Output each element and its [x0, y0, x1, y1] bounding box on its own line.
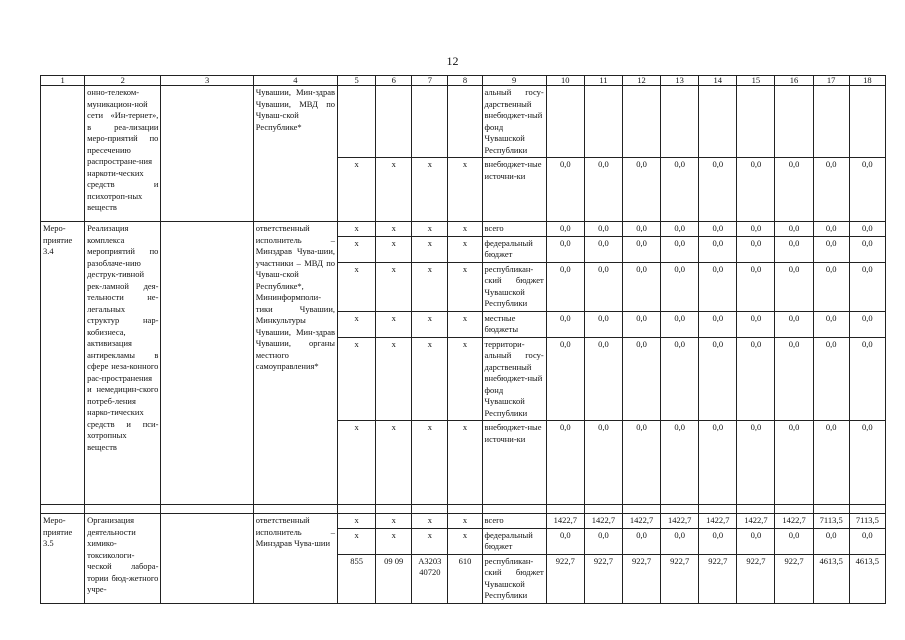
- value-cell: 1422,7: [775, 514, 813, 529]
- value-cell: 0,0: [546, 262, 584, 311]
- budget-code-cell: x: [376, 236, 412, 262]
- header-col-8: 8: [448, 76, 482, 86]
- budget-code-cell: 09 09: [376, 554, 412, 603]
- budget-code-cell: [412, 86, 448, 158]
- value-cell: 0,0: [775, 528, 813, 554]
- value-cell: 7113,5: [849, 514, 885, 529]
- budget-code-cell: x: [376, 311, 412, 337]
- budget-code-cell: x: [376, 421, 412, 505]
- budget-code-cell: x: [412, 311, 448, 337]
- value-cell: 0,0: [737, 262, 775, 311]
- header-col-17: 17: [813, 76, 849, 86]
- value-cell: 0,0: [622, 528, 660, 554]
- header-col-6: 6: [376, 76, 412, 86]
- budget-code-cell: x: [376, 514, 412, 529]
- value-cell: 0,0: [622, 311, 660, 337]
- budget-code-cell: x: [448, 236, 482, 262]
- funding-source: альный госу-дарственный внебюджет-ный фонд Чувашской Республики: [482, 86, 546, 158]
- budget-code-cell: x: [448, 528, 482, 554]
- budget-code-cell: x: [412, 421, 448, 505]
- value-cell: 0,0: [661, 337, 699, 421]
- funding-source: территори-альный госу-дарственный внебюджет-ный фонд Чувашской Республики: [482, 337, 546, 421]
- value-cell: 1422,7: [584, 514, 622, 529]
- header-row: [41, 76, 886, 86]
- value-cell: 1422,7: [737, 514, 775, 529]
- budget-code-cell: x: [376, 222, 412, 237]
- value-cell: 0,0: [737, 337, 775, 421]
- funding-source: республикан-ский бюджет Чувашской Республики: [482, 262, 546, 311]
- value-cell: 0,0: [661, 421, 699, 505]
- value-cell: 0,0: [661, 262, 699, 311]
- activity-label: Меро-приятие 3.4: [41, 222, 85, 505]
- budget-code-cell: x: [338, 514, 376, 529]
- value-cell: [622, 86, 660, 158]
- budget-code-cell: x: [338, 222, 376, 237]
- value-cell: 0,0: [546, 421, 584, 505]
- value-cell: 0,0: [546, 158, 584, 222]
- budget-code-cell: x: [448, 262, 482, 311]
- budget-code-cell: [448, 86, 482, 158]
- value-cell: 0,0: [737, 311, 775, 337]
- value-cell: 922,7: [737, 554, 775, 603]
- spacer-cell: [338, 505, 376, 514]
- value-cell: 0,0: [737, 421, 775, 505]
- value-cell: 0,0: [849, 262, 885, 311]
- value-cell: 0,0: [813, 337, 849, 421]
- funding-source: всего: [482, 222, 546, 237]
- header-col-13: 13: [661, 76, 699, 86]
- value-cell: 0,0: [661, 528, 699, 554]
- spacer-cell: [376, 505, 412, 514]
- value-cell: 0,0: [775, 311, 813, 337]
- value-cell: 0,0: [622, 158, 660, 222]
- funding-source: федеральный бюджет: [482, 528, 546, 554]
- value-cell: 4613,5: [813, 554, 849, 603]
- value-cell: [546, 86, 584, 158]
- header-col-9: 9: [482, 76, 546, 86]
- executors-cell: Чувашии, Мин-здрав Чувашии, МВД по Чуваш-ской Республике*: [253, 86, 337, 222]
- spacer-cell: [253, 505, 337, 514]
- spacer-cell: [661, 505, 699, 514]
- value-cell: 0,0: [699, 311, 737, 337]
- value-cell: 922,7: [699, 554, 737, 603]
- value-cell: 0,0: [699, 337, 737, 421]
- value-cell: 0,0: [849, 337, 885, 421]
- value-cell: 0,0: [622, 222, 660, 237]
- budget-code-cell: x: [448, 158, 482, 222]
- funding-source: федеральный бюджет: [482, 236, 546, 262]
- header-col-5: 5: [338, 76, 376, 86]
- empty-cell: [161, 86, 253, 222]
- value-cell: 0,0: [737, 236, 775, 262]
- page-number: 12: [446, 54, 459, 68]
- spacer-cell: [699, 505, 737, 514]
- activity-name: Организация деятельности химико-токсикологи-ческой лабора-тории бюд-жетного учре-: [85, 514, 161, 604]
- budget-code-cell: x: [448, 222, 482, 237]
- spacer-cell: [584, 505, 622, 514]
- value-cell: 0,0: [813, 222, 849, 237]
- spacer-cell: [41, 505, 85, 514]
- value-cell: 4613,5: [849, 554, 885, 603]
- value-cell: 0,0: [813, 421, 849, 505]
- header-col-14: 14: [699, 76, 737, 86]
- value-cell: 922,7: [661, 554, 699, 603]
- budget-code-cell: x: [412, 158, 448, 222]
- spacer-row: [41, 505, 886, 514]
- budget-code-cell: x: [376, 528, 412, 554]
- value-cell: 0,0: [622, 337, 660, 421]
- value-cell: 0,0: [699, 421, 737, 505]
- value-cell: 0,0: [775, 421, 813, 505]
- value-cell: 0,0: [661, 222, 699, 237]
- value-cell: 0,0: [584, 222, 622, 237]
- value-cell: 0,0: [775, 158, 813, 222]
- value-cell: 0,0: [584, 311, 622, 337]
- spacer-cell: [849, 505, 885, 514]
- value-cell: 0,0: [584, 337, 622, 421]
- funding-source: внебюджет-ные источни-ки: [482, 421, 546, 505]
- header-col-7: 7: [412, 76, 448, 86]
- spacer-cell: [412, 505, 448, 514]
- funding-source: республикан-ский бюджет Чувашской Республики: [482, 554, 546, 603]
- table-row: [41, 514, 886, 529]
- value-cell: 0,0: [813, 236, 849, 262]
- value-cell: 0,0: [849, 222, 885, 237]
- budget-code-cell: x: [448, 311, 482, 337]
- value-cell: 922,7: [546, 554, 584, 603]
- empty-cell: [161, 514, 253, 604]
- budget-code-cell: x: [338, 236, 376, 262]
- value-cell: 1422,7: [699, 514, 737, 529]
- budget-code-cell: x: [412, 337, 448, 421]
- budget-code-cell: 855: [338, 554, 376, 603]
- value-cell: 0,0: [775, 236, 813, 262]
- spacer-cell: [813, 505, 849, 514]
- spacer-cell: [775, 505, 813, 514]
- budget-code-cell: x: [412, 236, 448, 262]
- budget-code-cell: x: [448, 421, 482, 505]
- budget-table: [40, 75, 886, 604]
- value-cell: 0,0: [622, 421, 660, 505]
- value-cell: 922,7: [775, 554, 813, 603]
- value-cell: 0,0: [849, 158, 885, 222]
- header-col-1: 1: [41, 76, 85, 86]
- value-cell: 0,0: [737, 528, 775, 554]
- value-cell: 0,0: [849, 311, 885, 337]
- funding-source: всего: [482, 514, 546, 529]
- value-cell: 0,0: [775, 337, 813, 421]
- value-cell: 0,0: [584, 158, 622, 222]
- value-cell: [699, 86, 737, 158]
- budget-code-cell: x: [338, 262, 376, 311]
- value-cell: 0,0: [699, 222, 737, 237]
- header-col-12: 12: [622, 76, 660, 86]
- value-cell: [661, 86, 699, 158]
- value-cell: 0,0: [546, 528, 584, 554]
- budget-code-cell: x: [412, 528, 448, 554]
- value-cell: 0,0: [584, 421, 622, 505]
- budget-code-cell: x: [448, 337, 482, 421]
- value-cell: 0,0: [813, 158, 849, 222]
- budget-code-cell: x: [376, 262, 412, 311]
- funding-source: внебюджет-ные источни-ки: [482, 158, 546, 222]
- value-cell: 1422,7: [622, 514, 660, 529]
- value-cell: 0,0: [849, 421, 885, 505]
- budget-code-cell: x: [412, 514, 448, 529]
- value-cell: 0,0: [699, 236, 737, 262]
- value-cell: 0,0: [622, 262, 660, 311]
- value-cell: 0,0: [546, 337, 584, 421]
- value-cell: 0,0: [584, 236, 622, 262]
- spacer-cell: [546, 505, 584, 514]
- value-cell: 922,7: [584, 554, 622, 603]
- value-cell: [584, 86, 622, 158]
- budget-code-cell: x: [338, 311, 376, 337]
- value-cell: 922,7: [622, 554, 660, 603]
- value-cell: 7113,5: [813, 514, 849, 529]
- header-col-16: 16: [775, 76, 813, 86]
- budget-code-cell: x: [338, 528, 376, 554]
- value-cell: 0,0: [699, 158, 737, 222]
- value-cell: 0,0: [813, 528, 849, 554]
- spacer-cell: [737, 505, 775, 514]
- header-col-2: 2: [85, 76, 161, 86]
- value-cell: 0,0: [622, 236, 660, 262]
- executors-cell: ответственный исполнитель – Минздрав Чува-шии, участники – МВД по Чуваш-ской Республике*, Мининформполи-тики Чувашии, Минкультуры Чувашии, Мин-здрав Чувашии, органы местного самоуправления*: [253, 222, 337, 505]
- budget-code-cell: x: [376, 337, 412, 421]
- budget-code-cell: x: [338, 337, 376, 421]
- value-cell: 0,0: [849, 528, 885, 554]
- value-cell: [775, 86, 813, 158]
- value-cell: 0,0: [699, 262, 737, 311]
- value-cell: 0,0: [775, 222, 813, 237]
- value-cell: 0,0: [661, 158, 699, 222]
- value-cell: 0,0: [775, 262, 813, 311]
- value-cell: 1422,7: [546, 514, 584, 529]
- executors-cell: ответственный исполнитель – Минздрав Чува-шии: [253, 514, 337, 604]
- activity-label: Меро-приятие 3.5: [41, 514, 85, 604]
- header-col-11: 11: [584, 76, 622, 86]
- spacer-cell: [482, 505, 546, 514]
- budget-code-cell: [376, 86, 412, 158]
- value-cell: [849, 86, 885, 158]
- header-col-3: 3: [161, 76, 253, 86]
- spacer-cell: [622, 505, 660, 514]
- value-cell: [737, 86, 775, 158]
- empty-cell: [161, 222, 253, 505]
- value-cell: 0,0: [737, 158, 775, 222]
- header-col-15: 15: [737, 76, 775, 86]
- value-cell: 0,0: [699, 528, 737, 554]
- budget-code-cell: x: [338, 158, 376, 222]
- header-col-18: 18: [849, 76, 885, 86]
- spacer-cell: [85, 505, 161, 514]
- budget-code-cell: [338, 86, 376, 158]
- header-col-10: 10: [546, 76, 584, 86]
- budget-code-cell: x: [376, 158, 412, 222]
- activity-name: онно-телеком-муникацион-ной сети «Ин-тернет», в реа-лизации меро-приятий по пресечению распростране-ния наркоти-ческих средств и психотроп-ных веществ: [85, 86, 161, 222]
- value-cell: 0,0: [546, 222, 584, 237]
- value-cell: 0,0: [737, 222, 775, 237]
- value-cell: 0,0: [661, 236, 699, 262]
- value-cell: [813, 86, 849, 158]
- value-cell: 0,0: [546, 236, 584, 262]
- budget-code-cell: x: [412, 262, 448, 311]
- spacer-cell: [161, 505, 253, 514]
- activity-label: [41, 86, 85, 222]
- value-cell: 0,0: [584, 262, 622, 311]
- activity-name: Реализация комплекса мероприятий по разоблаче-нию деструк-тивной рек-ламной дея-тельности не-легальных структур нар-кобизнеса, активизация антирекламы в сфере неза-конного рас-пространения и немедицин-ского потреб-ления нарко-тических средств и пси-хотропных веществ: [85, 222, 161, 505]
- value-cell: 0,0: [813, 311, 849, 337]
- value-cell: 0,0: [584, 528, 622, 554]
- value-cell: 0,0: [849, 236, 885, 262]
- value-cell: 0,0: [813, 262, 849, 311]
- spacer-cell: [448, 505, 482, 514]
- funding-source: местные бюджеты: [482, 311, 546, 337]
- budget-code-cell: x: [412, 222, 448, 237]
- value-cell: 0,0: [546, 311, 584, 337]
- budget-code-cell: x: [338, 421, 376, 505]
- value-cell: 1422,7: [661, 514, 699, 529]
- budget-code-cell: x: [448, 514, 482, 529]
- budget-code-cell: А3203 40720: [412, 554, 448, 603]
- table-row: [41, 86, 886, 158]
- table-row: [41, 222, 886, 237]
- value-cell: 0,0: [661, 311, 699, 337]
- header-col-4: 4: [253, 76, 337, 86]
- budget-code-cell: 610: [448, 554, 482, 603]
